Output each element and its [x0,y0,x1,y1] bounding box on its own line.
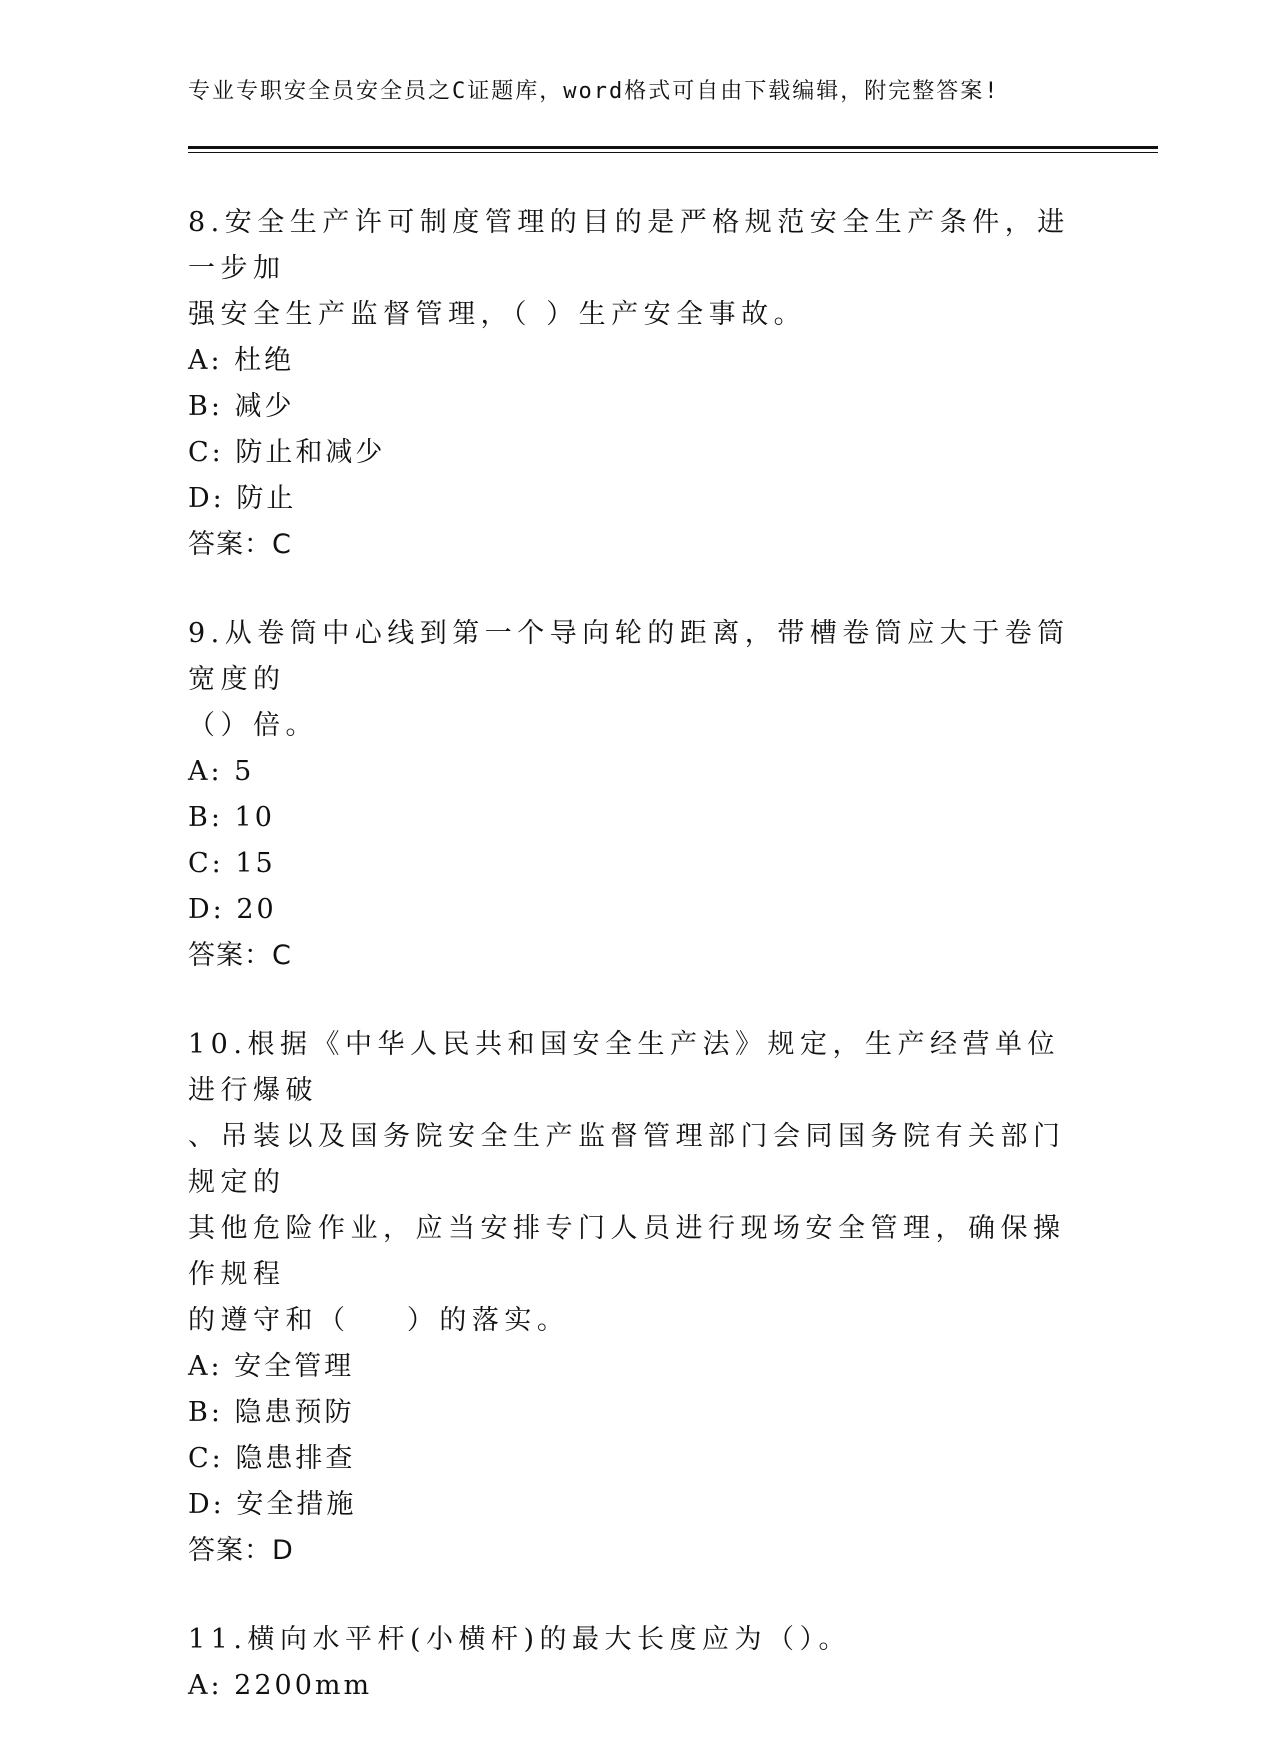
option-b: B: 减少 [188,391,295,422]
option-b: B: 10 [188,802,275,833]
option-a: A: 杜绝 [188,345,295,376]
question-list [188,200,1088,1752]
question-stem-line: （）倍。 [188,710,318,741]
question-stem-line: 11.横向水平杆(小横杆)的最大长度应为（）。 [188,1624,852,1655]
question-10 [188,1022,1088,1574]
question-stem-line: 9.从卷筒中心线到第一个导向轮的距离，带槽卷筒应大于卷筒宽度的 [188,618,1070,695]
question-stem-line: 10.根据《中华人民共和国安全生产法》规定，生产经营单位进行爆破 [188,1029,1060,1106]
option-d: D: 20 [188,894,277,925]
option-a: A: 安全管理 [188,1351,355,1382]
question-stem-line: 8.安全生产许可制度管理的目的是严格规范安全生产条件，进一步加 [188,207,1070,284]
header-divider-thin [188,152,1158,153]
question-stem-line: 的遵守和（ ）的落实。 [188,1305,570,1336]
option-c: C: 防止和减少 [188,437,386,468]
option-a: A: 5 [188,756,255,787]
answer-label: 答案：C [188,529,292,560]
answer-label: 答案：C [188,940,292,971]
option-b: B: 隐患预防 [188,1397,355,1428]
option-d: D: 安全措施 [188,1489,357,1520]
question-11 [188,1617,1088,1709]
question-9 [188,611,1088,979]
option-c: C: 15 [188,848,276,879]
question-stem-line: 强安全生产监督管理，（ ）生产安全事故。 [188,299,807,330]
question-8 [188,200,1088,568]
option-c: C: 隐患排查 [188,1443,356,1474]
option-d: D: 防止 [188,483,297,514]
question-stem-line: 其他危险作业，应当安排专门人员进行现场安全管理，确保操作规程 [188,1213,1066,1290]
question-stem-line: 、吊装以及国务院安全生产监督管理部门会同国务院有关部门规定的 [188,1121,1066,1198]
answer-label: 答案：D [188,1535,294,1566]
page-header-text: 专业专职安全员安全员之C证题库，word格式可自由下载编辑，附完整答案! [188,79,1000,104]
header-divider-thick [188,146,1158,149]
option-a: A: 2200mm [188,1670,373,1701]
